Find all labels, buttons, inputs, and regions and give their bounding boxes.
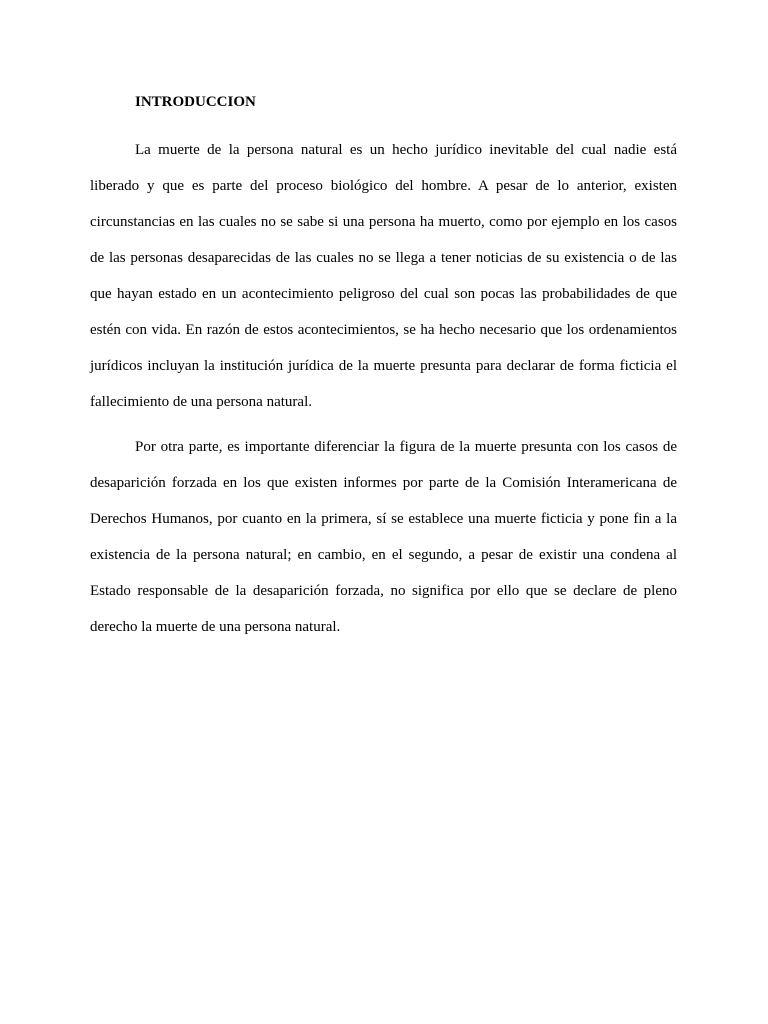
document-body bbox=[90, 88, 677, 645]
paragraph-second: Por otra parte, es importante diferenciar la figura de la muerte presunta con los casos de desaparición forzada en los que existen informes por parte de la Comisión Interamericana de Derechos Humanos, por cuanto en la primera, sí se establece una muerte ficticia y pone fin a la existencia de la persona natural; en cambio, en el segundo, a pesar de existir una condena al Estado responsable de la desaparición forzada, no significa por ello que se declare de pleno derecho la muerte de una persona natural. bbox=[90, 439, 677, 635]
section-heading: INTRODUCCION bbox=[135, 94, 256, 110]
paragraph-intro: La muerte de la persona natural es un hecho jurídico inevitable del cual nadie está liberado y que es parte del proceso biológico del hombre. A pesar de lo anterior, existen circunstancias en las cuales no se sabe si una persona ha muerto, como por ejemplo en los casos de las personas desaparecidas de las cuales no se llega a tener noticias de su existencia o de las que hayan estado en un acontecimiento peligroso del cual son pocas las probabilidades de que estén con vida. En razón de estos acontecimientos, se ha hecho necesario que los ordenamientos jurídicos incluyan la institución jurídica de la muerte presunta para declarar de forma ficticia el fallecimiento de una persona natural. bbox=[90, 142, 677, 410]
